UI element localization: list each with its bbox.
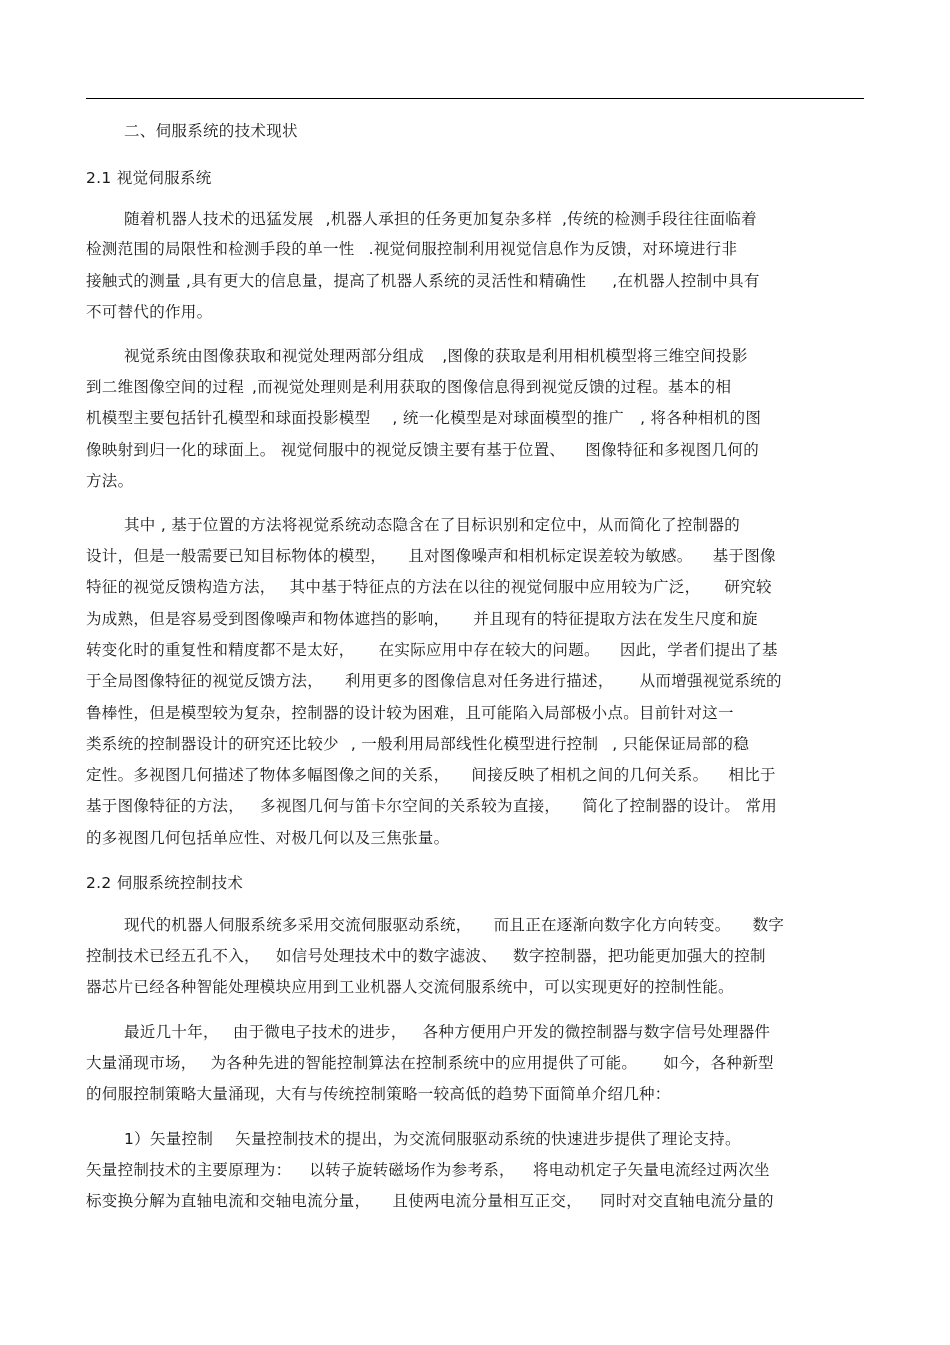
subsection-heading-2-2: 2.2 伺服系统控制技术	[86, 874, 244, 892]
paragraph-line: 机模型主要包括针孔模型和球面投影模型 , 统一化模型是对球面模型的推广 , 将各种相机的图	[86, 409, 762, 427]
paragraph-line: 的多视图几何包括单应性、对极几何以及三焦张量。	[86, 829, 450, 847]
paragraph-line: 控制技术已经五孔不入， 如信号处理技术中的数字滤波、 数字控制器，把功能更加强大的控制	[86, 947, 766, 965]
subsection-heading-2-1: 2.1 视觉伺服系统	[86, 169, 212, 187]
paragraph-line: 定性。多视图几何描述了物体多幅图像之间的关系， 间接反映了相机之间的几何关系。 相比于	[86, 766, 776, 784]
header-rule	[86, 98, 864, 99]
paragraph-line: 1）矢量控制 矢量控制技术的提出，为交流伺服驱动系统的快速进步提供了理论支持。	[124, 1130, 741, 1148]
paragraph-line: 方法。	[86, 472, 134, 490]
paragraph-line: 大量涌现市场， 为各种先进的智能控制算法在控制系统中的应用提供了可能。 如今，各种新型	[86, 1054, 774, 1072]
section-heading: 二、伺服系统的技术现状	[124, 122, 298, 140]
paragraph-line: 于全局图像特征的视觉反馈方法， 利用更多的图像信息对任务进行描述， 从而增强视觉系统的	[86, 672, 782, 690]
paragraph-line: 转变化时的重复性和精度都不是太好， 在实际应用中存在较大的问题。 因此，学者们提出了基	[86, 641, 778, 659]
paragraph-line: 像映射到归一化的球面上。 视觉伺服中的视觉反馈主要有基于位置、 图像特征和多视图几何的	[86, 441, 760, 459]
paragraph-line: 随着机器人技术的迅猛发展 ,机器人承担的任务更加复杂多样 ,传统的检测手段往往面临着	[124, 210, 757, 228]
paragraph-line: 检测范围的局限性和检测手段的单一性 .视觉伺服控制利用视觉信息作为反馈，对环境进行非	[86, 240, 738, 258]
paragraph-line: 其中 , 基于位置的方法将视觉系统动态隐含在了目标识别和定位中，从而简化了控制器的	[124, 516, 741, 534]
paragraph-line: 现代的机器人伺服系统多采用交流伺服驱动系统， 而且正在逐渐向数字化方向转变。 数字	[124, 916, 785, 934]
paragraph-line: 矢量控制技术的主要原理为： 以转子旋转磁场作为参考系， 将电动机定子矢量电流经过两次坐	[86, 1161, 770, 1179]
paragraph-line: 鲁棒性，但是模型较为复杂，控制器的设计较为困难，且可能陷入局部极小点。目前针对这一	[86, 704, 734, 722]
paragraph-line: 最近几十年， 由于微电子技术的进步， 各种方便用户开发的微控制器与数字信号处理器件	[124, 1023, 771, 1041]
paragraph-line: 到二维图像空间的过程 ,而视觉处理则是利用获取的图像信息得到视觉反馈的过程。基本的相	[86, 378, 732, 396]
paragraph-line: 为成熟，但是容易受到图像噪声和物体遮挡的影响， 并且现有的特征提取方法在发生尺度和旋	[86, 610, 758, 628]
paragraph-line: 基于图像特征的方法， 多视图几何与笛卡尔空间的关系较为直接， 简化了控制器的设计。 常用	[86, 797, 778, 815]
paragraph-line: 不可替代的作用。	[86, 303, 213, 321]
paragraph-line: 视觉系统由图像获取和视觉处理两部分组成 ,图像的获取是利用相机模型将三维空间投影	[124, 347, 748, 365]
paragraph-line: 的伺服控制策略大量涌现，大有与传统控制策略一较高低的趋势下面简单介绍几种：	[86, 1085, 671, 1103]
paragraph-line: 特征的视觉反馈构造方法， 其中基于特征点的方法在以往的视觉伺服中应用较为广泛， 研究较	[86, 578, 772, 596]
paragraph-line: 接触式的测量 ,具有更大的信息量，提高了机器人系统的灵活性和精确性 ,在机器人控制中具有	[86, 272, 760, 290]
paragraph-line: 类系统的控制器设计的研究还比较少 , 一般利用局部线性化模型进行控制 , 只能保证局部的稳	[86, 735, 750, 753]
paragraph-line: 设计，但是一般需要已知目标物体的模型， 且对图像噪声和相机标定误差较为敏感。 基于图像	[86, 547, 776, 565]
paragraph-line: 器芯片已经各种智能处理模块应用到工业机器人交流伺服系统中，可以实现更好的控制性能。	[86, 978, 734, 996]
paragraph-line: 标变换分解为直轴电流和交轴电流分量， 且使两电流分量相互正交， 同时对交直轴电流分量的	[86, 1192, 774, 1210]
